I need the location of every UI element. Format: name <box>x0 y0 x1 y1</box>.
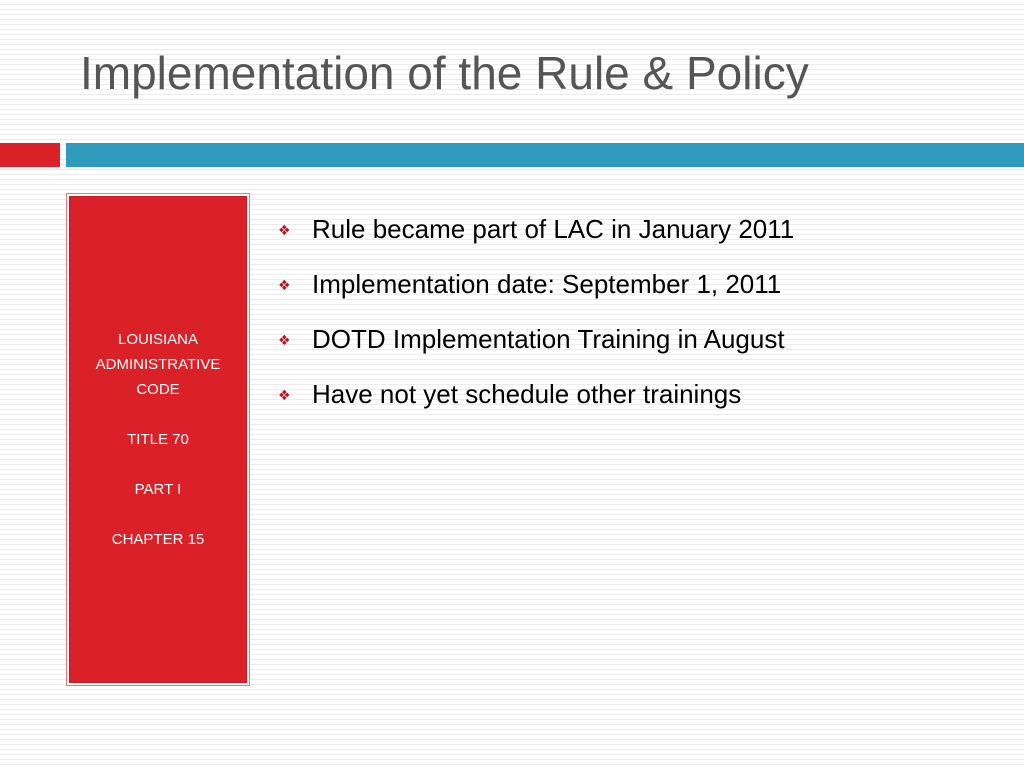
bullet-item <box>278 202 998 257</box>
accent-bar-teal <box>66 143 1024 167</box>
side-panel-line-louisiana: LOUISIANA <box>117 331 199 348</box>
side-panel-text <box>67 327 249 552</box>
diamond-bullet-icon: ❖ <box>278 386 291 403</box>
slide-title: Implementation of the Rule & Policy <box>80 47 809 99</box>
side-panel-line-code: CODE <box>136 381 180 398</box>
bullet-item <box>278 367 998 422</box>
side-panel-chapter: CHAPTER 15 <box>111 531 205 548</box>
side-panel-line-administrative: ADMINISTRATIVE <box>95 356 221 373</box>
side-panel-title: TITLE 70 <box>127 431 189 448</box>
bullet-list <box>278 202 998 422</box>
bullet-text: Have not yet schedule other trainings <box>312 379 742 409</box>
bullet-item <box>278 257 998 312</box>
diamond-bullet-icon: ❖ <box>278 276 291 293</box>
side-panel-part: PART I <box>134 481 182 498</box>
diamond-bullet-icon: ❖ <box>278 331 291 348</box>
accent-bar-red <box>0 143 60 167</box>
bullet-text: Rule became part of LAC in January 2011 <box>312 214 795 244</box>
bullet-text: DOTD Implementation Training in August <box>312 324 785 354</box>
side-panel <box>66 193 250 686</box>
bullet-text: Implementation date: September 1, 2011 <box>312 269 782 299</box>
diamond-bullet-icon: ❖ <box>278 221 291 238</box>
bullet-item <box>278 312 998 367</box>
